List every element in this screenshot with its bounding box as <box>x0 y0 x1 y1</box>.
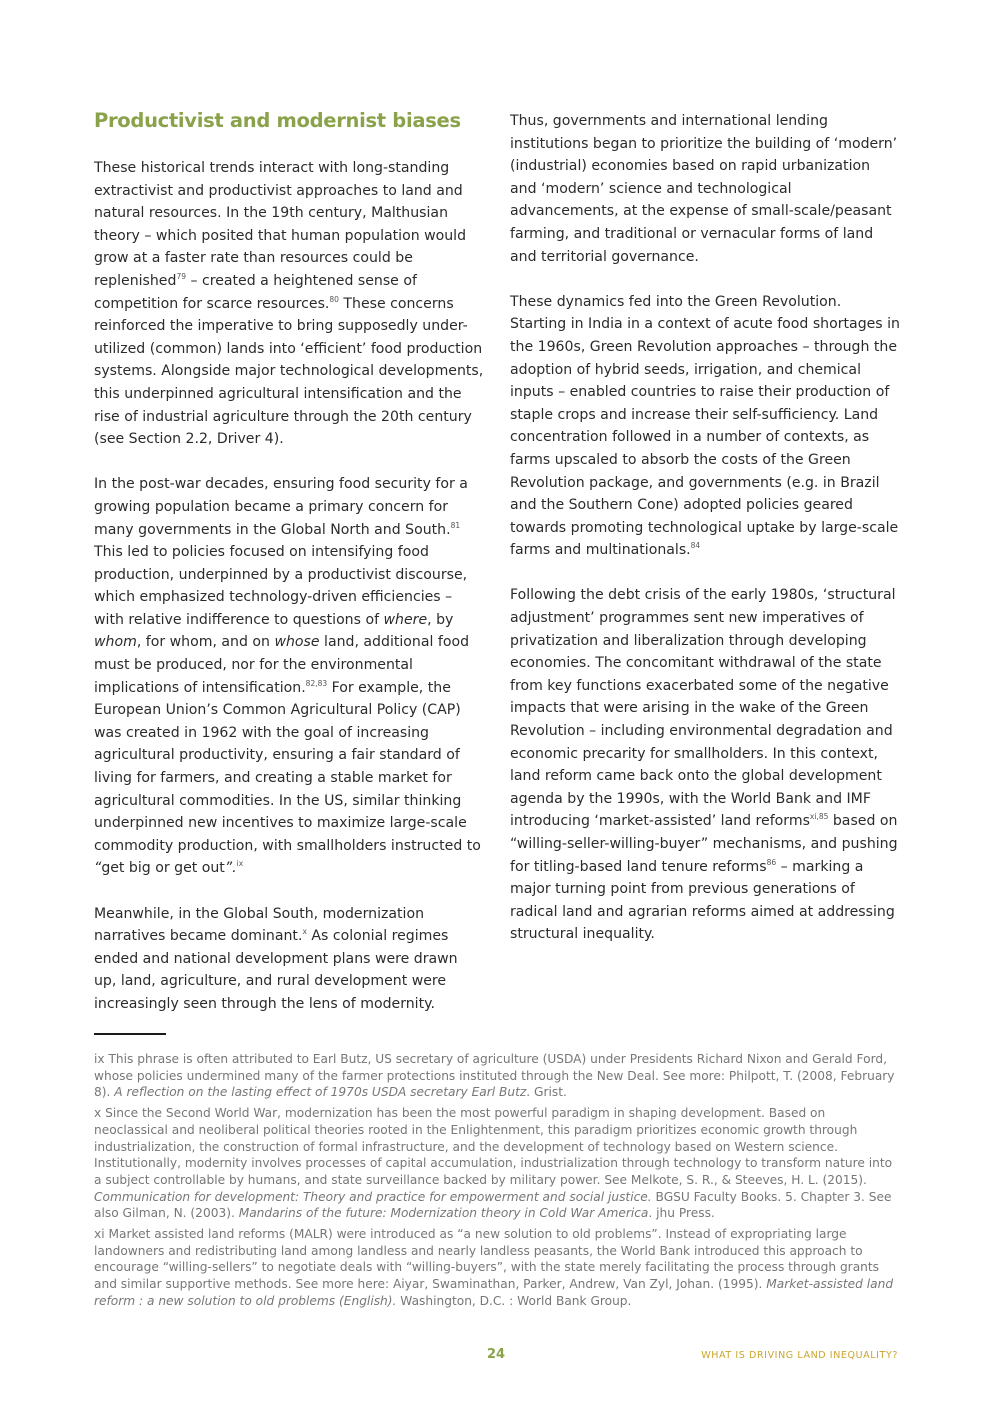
running-title: WHAT IS DRIVING LAND INEQUALITY? <box>701 1350 898 1361</box>
emphasis-where: where <box>383 611 428 628</box>
text: Thus, governments and international lending institutions began to prioritize the building of ‘modern’ (industrial) economies based on rapid urbanization and ‘modern’ science and technological advancements, at the expense of small-scale/peasant farming, and traditional or vernacular forms of land and territorial governance. <box>510 113 898 265</box>
section-heading: Productivist and modernist biases <box>94 109 461 132</box>
close-quote: ”. <box>224 860 237 877</box>
text: land, additional food must be produced, nor for the environmental implications of intensification. <box>94 634 470 696</box>
text: This led to policies focused on intensifying food production, underpinned by a productivist discourse, which emphasized technology-driven efficiencies – with relative indifference to questions of <box>94 544 468 628</box>
reference-84[interactable]: 84 <box>690 541 701 551</box>
text: . jhu Press. <box>648 1206 715 1221</box>
reference-86[interactable]: 86 <box>766 857 777 867</box>
reference-79[interactable]: 79 <box>176 271 186 281</box>
left-paragraph-3 <box>94 903 484 1016</box>
left-paragraph-1 <box>94 157 484 451</box>
right-paragraph-3 <box>510 584 900 946</box>
reference-81[interactable]: 81 <box>450 520 461 530</box>
text: As colonial regimes ended and national development plans were drawn up, land, agriculture, and rural development were increasingly seen through the lens of modernity. <box>94 928 458 1012</box>
left-column <box>94 108 484 1038</box>
footnote-ix <box>94 1051 899 1101</box>
text: BGSU Faculty Books. 5. Chapter 3. See also Gilman, N. (2003). <box>94 1189 892 1221</box>
citation-title: A reflection on the lasting effect of 1970s USDA secretary Earl Butz <box>114 1085 527 1100</box>
footnote-ref-ix[interactable]: ix <box>236 859 244 869</box>
footnote-ref-x[interactable]: x <box>302 927 307 937</box>
footnote-divider <box>94 1033 166 1035</box>
text: These concerns reinforced the imperative to bring supposedly under-utilized (common) lands into ‘efficient’ food production systems. Alongside major technological developments, this underpinned agricultural intensification and the rise of industrial agriculture through the 20th century (see Section 2.2, Driver 4). <box>94 295 484 448</box>
open-quote: “ <box>94 860 102 877</box>
footnotes <box>94 1051 899 1314</box>
text: , for whom, and on <box>136 634 275 651</box>
reference-xi-85[interactable]: xi,85 <box>809 812 829 822</box>
citation-title: Market-assisted land reform : a new solution to old problems (English). <box>94 1277 894 1308</box>
right-column <box>510 110 900 969</box>
text: Meanwhile, in the Global South, modernization narratives became dominant. <box>94 905 425 945</box>
text: , by <box>427 611 454 628</box>
emphasis-whom: whom <box>94 634 137 651</box>
reference-80[interactable]: 80 <box>329 294 339 304</box>
citation-title: Communication for development: Theory and practice for empowerment and social justice. <box>94 1189 652 1204</box>
text: In the post-war decades, ensuring food security for a growing population became a primary concern for many governments in the Global North and South. <box>94 476 468 538</box>
citation-title: Mandarins of the future: Modernization theory in Cold War America <box>238 1206 649 1221</box>
text: . Grist. <box>526 1085 567 1100</box>
text: For example, the European Union’s Common Agricultural Policy (CAP) was created in 1962 with the goal of increasing agricultural productivity, ensuring a fair standard of living for farmers, and creating a stable market for agricultural commodities. In the US, similar thinking underpinned new incentives to maximize large-scale commodity production, with smallholders instructed to <box>94 679 481 854</box>
right-paragraph-2 <box>510 291 900 562</box>
text: – marking a major turning point from previous generations of radical land and agrarian reforms aimed at addressing structural inequality. <box>510 858 895 943</box>
text: ix This phrase is often attributed to Earl Butz, US secretary of agriculture (USDA) under Presidents Richard Nixon and Gerald Ford, whose policies undermined many of the farmer protections instituted through the New Deal. See more: Philpott, T. (2008, February 8). <box>94 1052 895 1100</box>
left-paragraph-2 <box>94 473 484 880</box>
text: These dynamics fed into the Green Revolution. Starting in India in a context of acute food shortages in the 1960s, Green Revolution approaches – through the adoption of hybrid seeds, irrigation, and chemical inputs – enabled countries to raise their production of staple crops and increase their self-sufficiency. Land concentration followed in a number of contexts, as farms upscaled to absorb the costs of the Green Revolution package, and governments (e.g. in Brazil and the Southern Cone) adopted policies geared towards promoting technological uptake by large-scale farms and multinationals. <box>510 293 900 559</box>
text: These historical trends interact with long-standing extractivist and productivist approaches to land and natural resources. In the 19th century, Malthusian theory – which posited that human population would grow at a faster rate than resources could be replenished <box>94 160 467 289</box>
text: Following the debt crisis of the early 1980s, ‘structural adjustment’ programmes sent new imperatives of privatization and liberalization through developing economies. The concomitant withdrawal of the state from key functions exacerbated some of the negative impacts that were arising in the wake of the Green Revolution – including environmental degradation and economic precarity for smallholders. In this context, land reform came back onto the global development agenda by the 1990s, with the World Bank and IMF introducing ‘market-assisted’ land reforms <box>510 587 896 830</box>
footnote-x <box>94 1105 899 1222</box>
right-paragraph-1 <box>510 110 900 268</box>
emphasis-whose: whose <box>274 634 320 651</box>
text: – created a heightened sense of competition for scarce resources. <box>94 272 417 312</box>
text: x Since the Second World War, modernization has been the most powerful paradigm in shaping development. Based on neoclassical and neoliberal political theories rooted in the Enlightenment, this paradigm prioritizes economic growth through industrialization, the construction of formal infrastructure, and the development of technology based on Western science. Institutionally, modernity involves processes of capital accumulation, industrialization through technology to transform nature into a subject controllable by humans, and state surveillance backed by military power. See Melkote, S. R., & Steeves, H. L. (2015). <box>94 1106 893 1187</box>
text: based on “willing-seller-willing-buyer” mechanisms, and pushing for titling-based land tenure reforms <box>510 813 898 875</box>
reference-82-83[interactable]: 82,83 <box>305 678 328 688</box>
footnote-xi <box>94 1226 899 1310</box>
text: Washington, D.C. : World Bank Group. <box>396 1293 632 1308</box>
text: xi Market assisted land reforms (MALR) were introduced as “a new solution to old problems”. Instead of expropriating large landowners and redistributing land among landless and nearly landless peasants, the World Bank introduced this approach to encourage “willing-sellers” to negotiate deals with “willing-buyers”, with the state merely facilitating the process through grants and similar supportive methods. See more here: Aiyar, Swaminathan, Parker, Andrew, Van Zyl, Johan. (1995). <box>94 1227 880 1292</box>
quote-text: get big or get out <box>101 860 225 877</box>
page-number: 24 <box>486 1347 506 1362</box>
